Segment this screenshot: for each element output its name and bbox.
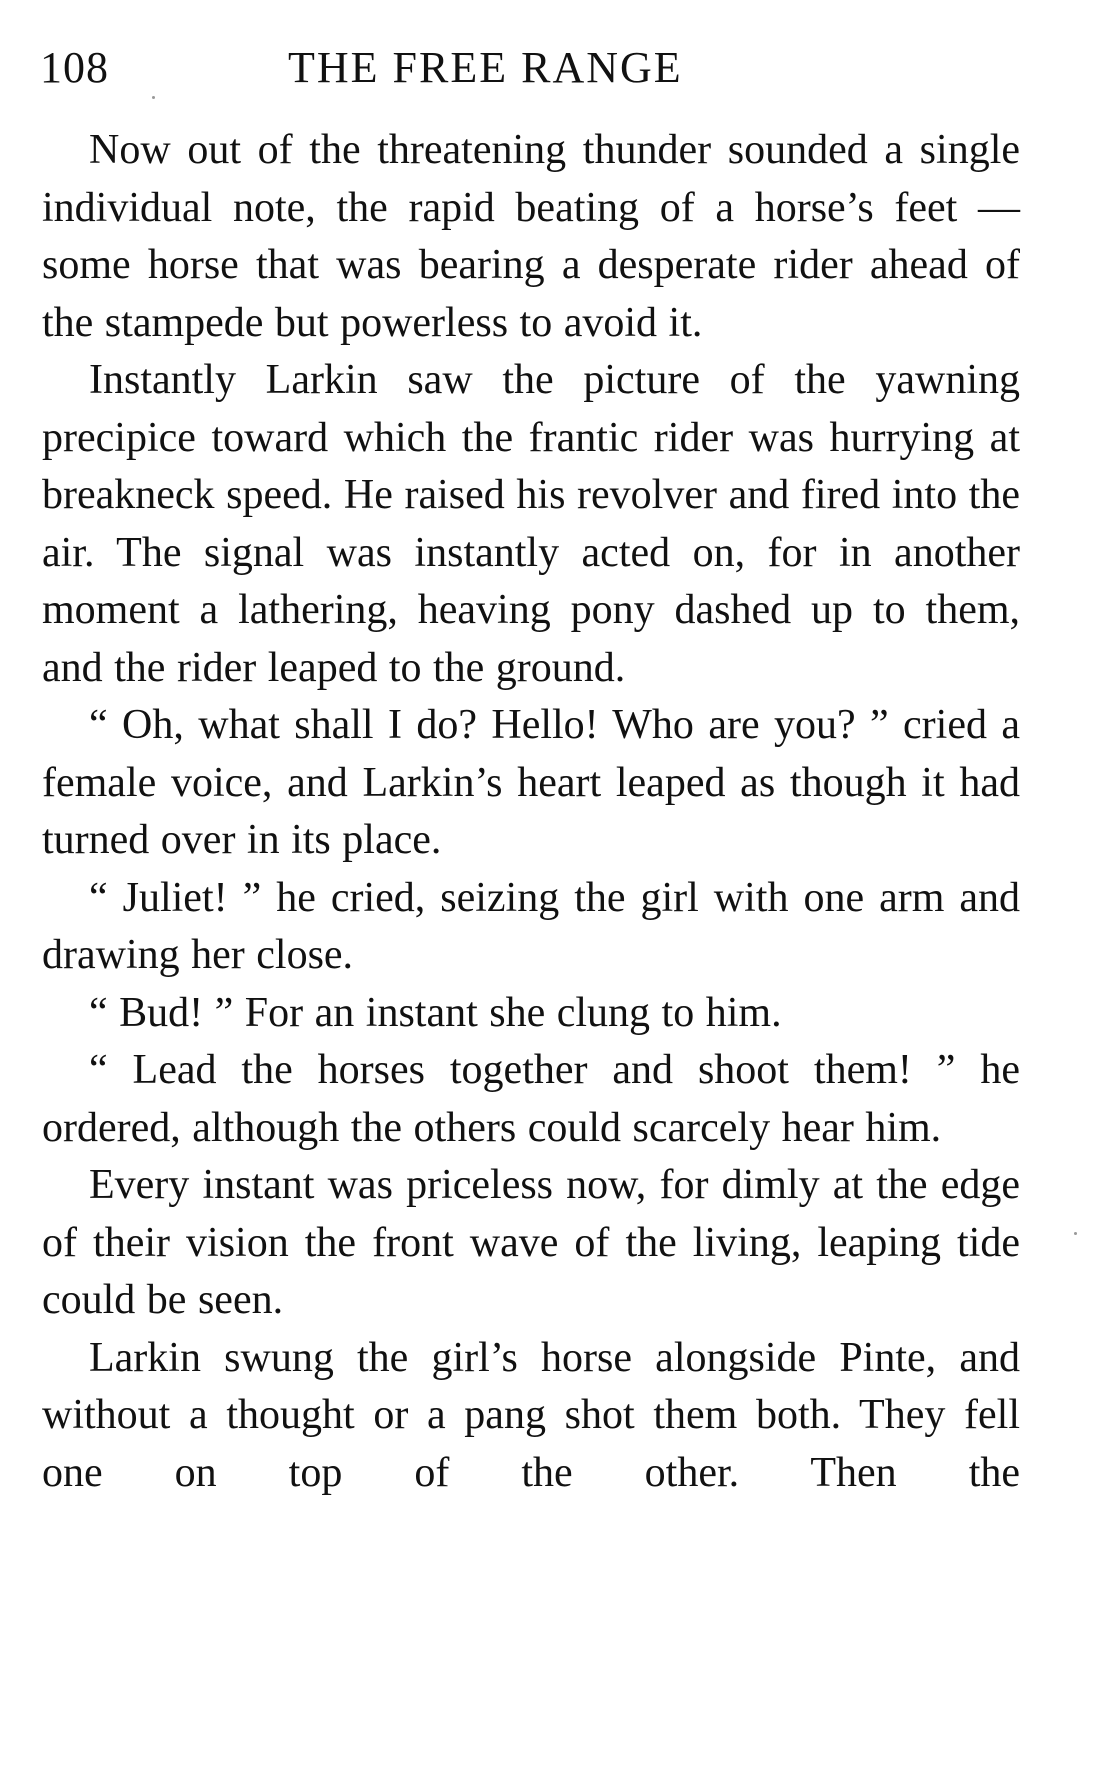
paper-speck: [1074, 1232, 1077, 1235]
paragraph: “ Oh, what shall I do? Hello! Who are you? ” cried a female voice, and Larkin’s heart leaped as though it had turned over in its place.: [42, 702, 1020, 863]
body-text: [42, 122, 1020, 1502]
page-header: [40, 38, 1020, 98]
paragraph: Now out of the threatening thunder sounded a single individual note, the rapid beating of a horse’s feet — some horse that was bearing a desperate rider ahead of the stampede but powerless to avoid it.: [42, 127, 1020, 346]
paragraph: “ Lead the horses together and shoot them! ” he ordered, although the others could scarcely hear him.: [42, 1047, 1020, 1151]
paragraph: Instantly Larkin saw the picture of the yawning precipice toward which the frantic rider was hurrying at breakneck speed. He raised his revolver and fired into the air. The signal was instantly acted on, for in another moment a lathering, heaving pony dashed up to them, and the rider leaped to the ground.: [42, 357, 1020, 691]
paragraph: “ Juliet! ” he cried, seizing the girl with one arm and drawing her close.: [42, 874, 1020, 978]
running-head: THE FREE RANGE: [288, 43, 683, 92]
paper-speck: [152, 96, 155, 99]
page-number: 108: [40, 43, 109, 92]
paragraph: Every instant was priceless now, for dimly at the edge of their vision the front wave of the living, leaping tide could be seen.: [42, 1162, 1020, 1323]
paragraph: Larkin swung the girl’s horse alongside Pinte, and without a thought or a pang shot them both. They fell one on top of the other. Then the: [42, 1334, 1020, 1496]
paragraph: “ Bud! ” For an instant she clung to him.: [89, 989, 782, 1036]
